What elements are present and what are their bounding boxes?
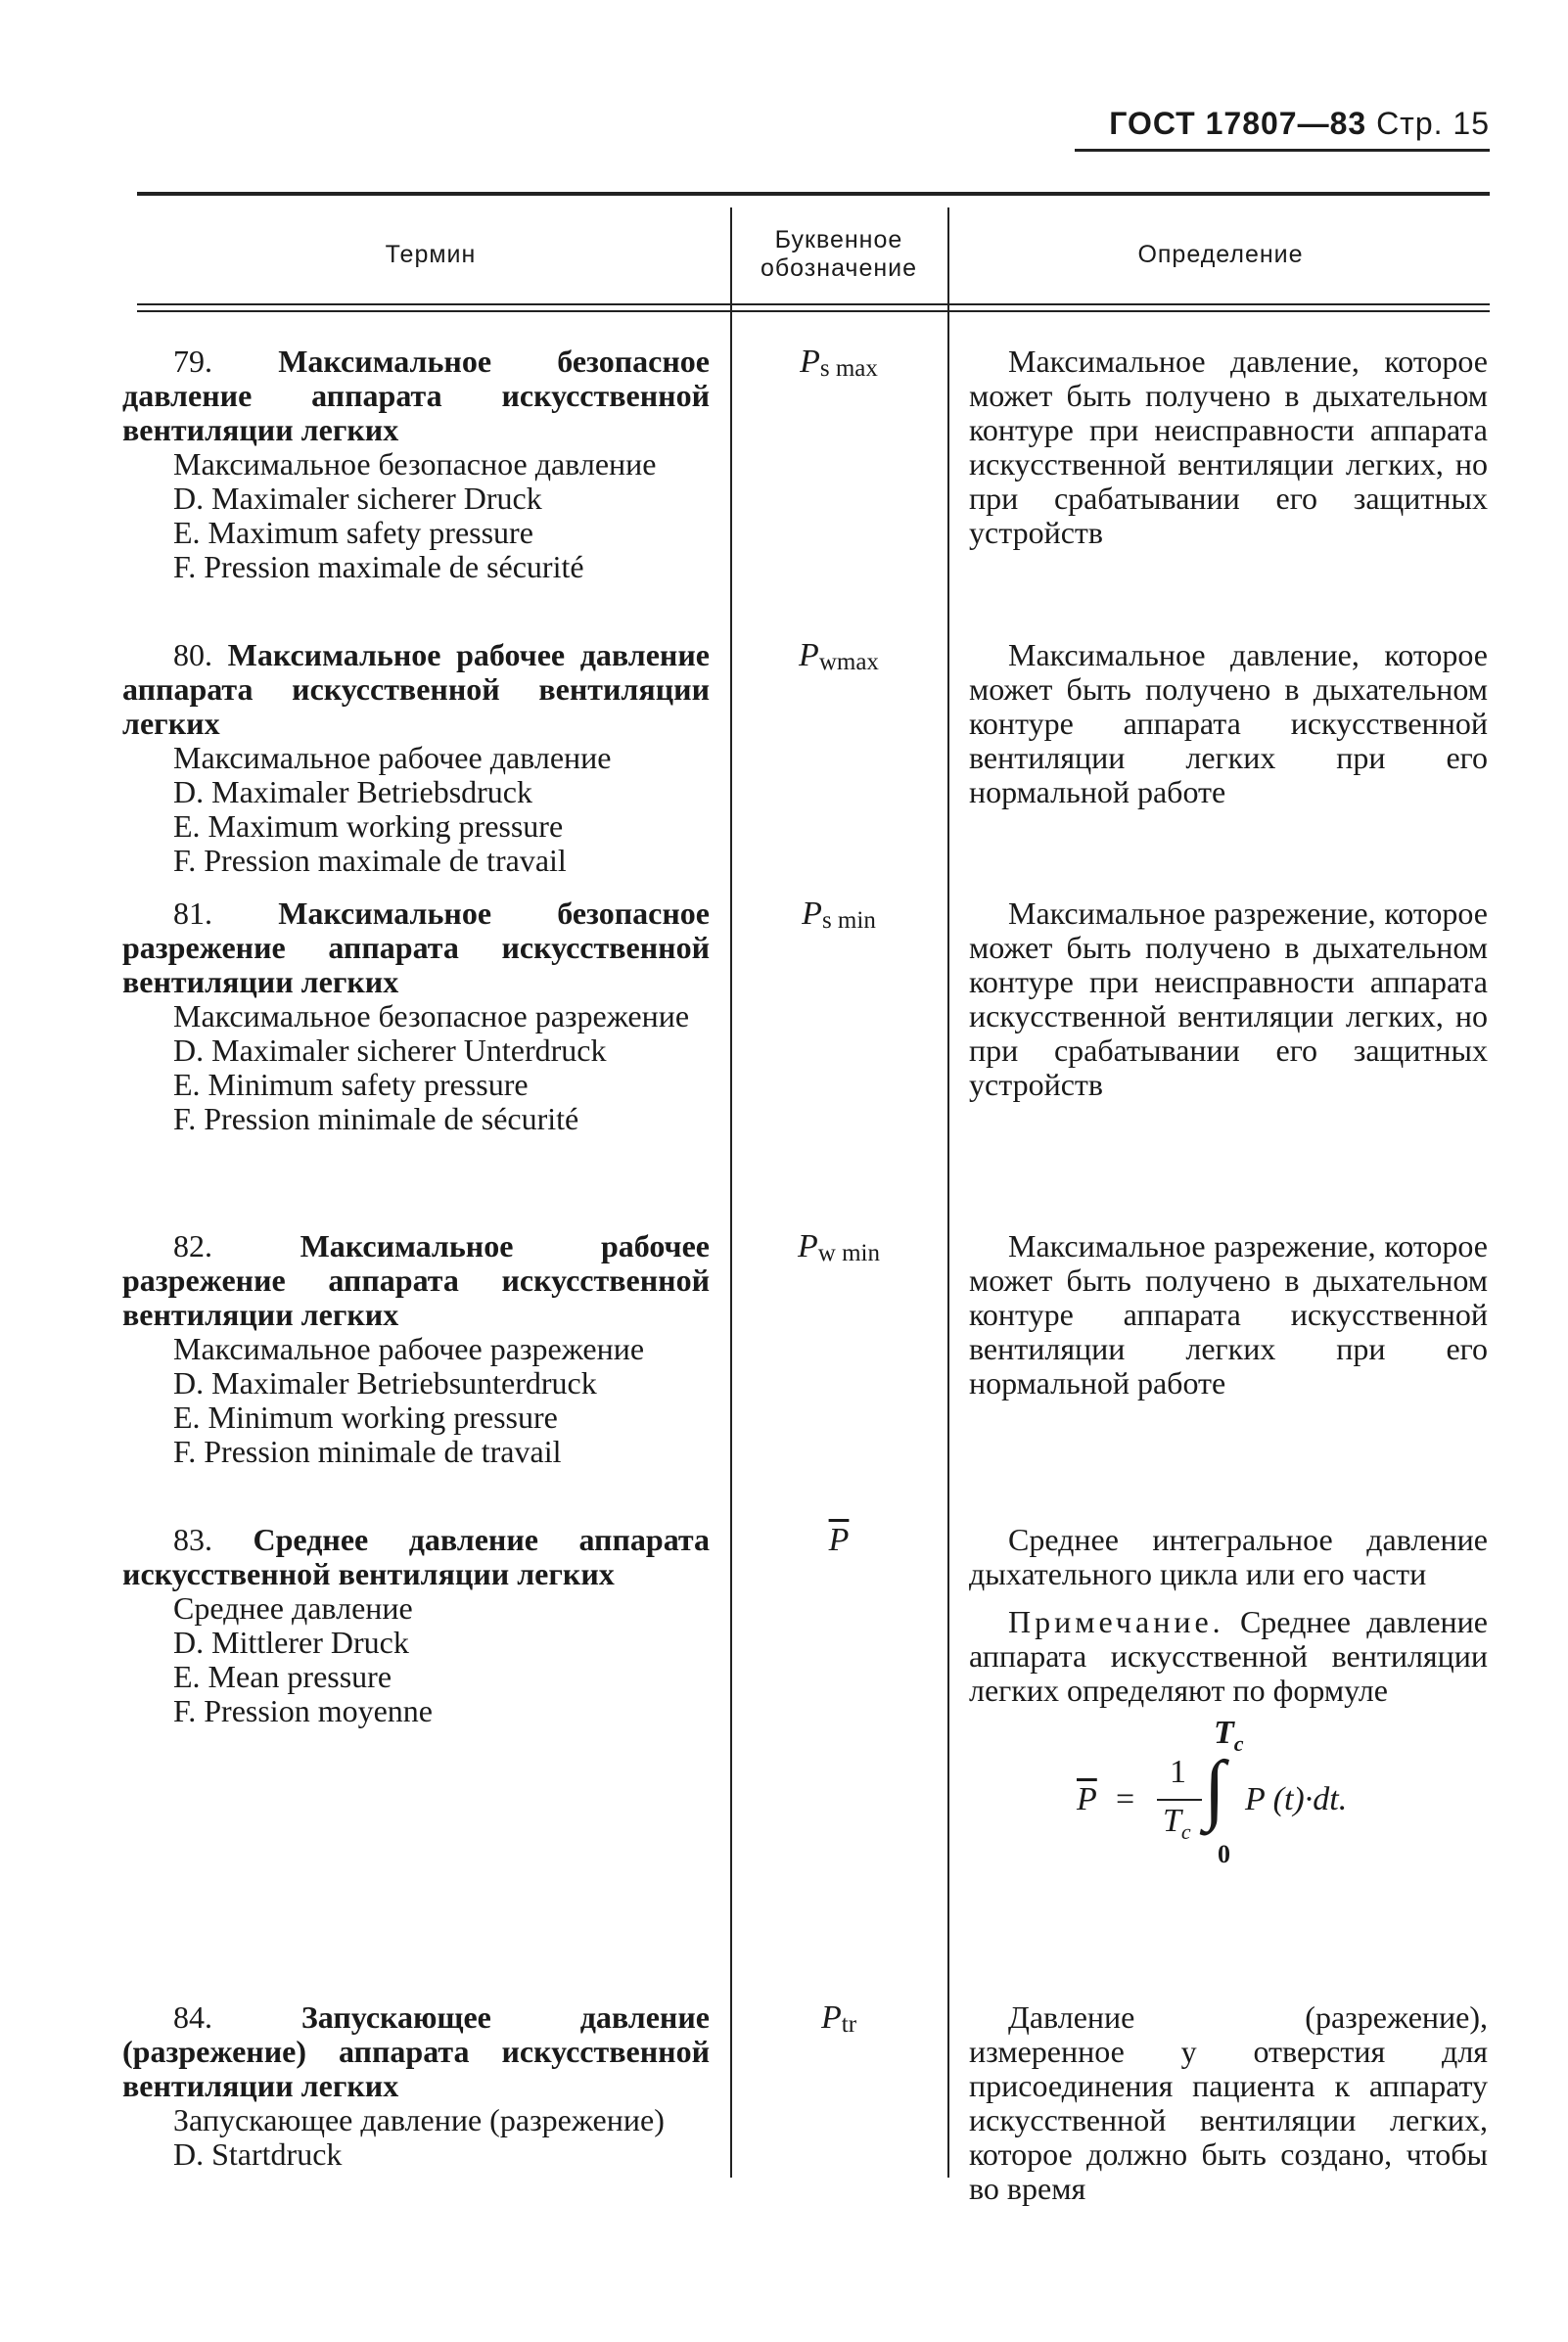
- term-column: [122, 638, 710, 878]
- column-divider: [947, 207, 949, 2178]
- term-column: [122, 896, 710, 1136]
- table-head-rule: [137, 303, 1490, 305]
- formula-numerator: 1: [1170, 1754, 1186, 1790]
- integrand: P (t)·dt.: [1245, 1781, 1348, 1817]
- letter-symbol: $P_{s min}$: [802, 895, 876, 934]
- letter-symbol: $P_{w min}$: [798, 1228, 880, 1266]
- term-french: F. Pression minimale de travail: [173, 1434, 562, 1469]
- letter-symbol: $P_{wmax}$: [799, 637, 879, 675]
- page-number: Стр. 15: [1376, 106, 1490, 141]
- note-text: Среднее давление аппарата искусственной вентиляции легких определяют по формуле: [969, 1604, 1488, 1708]
- mean-pressure-formula: [969, 1715, 1488, 1872]
- integral-upper-limit: $T_c$: [1214, 1715, 1244, 1756]
- column-header-definition: Определение: [1137, 240, 1304, 268]
- column-header-symbol: Буквенное обозначение: [760, 226, 918, 282]
- formula-equals: =: [1116, 1781, 1135, 1817]
- note: [969, 1605, 1488, 1708]
- column-header-term: Термин: [385, 240, 477, 268]
- definition: Максимальное разрежение, которое может быть получено в дыхательном контуре при неисправности аппарата искусственной вентиляции легких, но при срабатывании его защитных устройств: [969, 895, 1488, 1102]
- term-title: 84. Запускающее давление (разрежение) аппарата искусственной вентиляции легких: [122, 1999, 711, 2103]
- term-english: E. Mean pressure: [173, 1659, 392, 1694]
- term-german: D. Maximaler sicherer Unterdruck: [173, 1033, 607, 1068]
- integral-lower-limit: 0: [1218, 1840, 1230, 1868]
- table-head-rule-double: [137, 310, 1490, 312]
- term-french: F. Pression minimale de sécurité: [173, 1101, 579, 1136]
- standard-code: ГОСТ 17807—83: [1109, 106, 1367, 141]
- term-synonym: Максимальное рабочее разрежение: [173, 1331, 645, 1366]
- term-english: E. Maximum safety pressure: [173, 515, 533, 550]
- page-header: [1109, 106, 1490, 142]
- letter-symbol: $P_{tr}$: [820, 1999, 857, 2038]
- term-synonym: Максимальное безопасное давление: [173, 446, 657, 482]
- letter-symbol: $P_{s max}$: [800, 344, 878, 382]
- term-title: 81. Максимальное безопасное разрежение аппарата искусственной вентиляции легких: [122, 895, 710, 999]
- term-synonym: Максимальное рабочее давление: [173, 740, 612, 775]
- term-title: 82. Максимальное рабочее разрежение аппарата искусственной вентиляции легких: [122, 1228, 711, 1332]
- term-english: E. Minimum safety pressure: [173, 1067, 529, 1102]
- term-column: [122, 1523, 710, 1728]
- term-column: [122, 2000, 710, 2172]
- table-top-rule: [137, 192, 1490, 196]
- column-divider: [730, 207, 732, 2178]
- term-synonym: Запускающее давление (разрежение): [173, 2102, 665, 2137]
- definition: Максимальное разрежение, которое может быть получено в дыхательном контуре аппарата искусственной вентиляции легких при его нормальной работе: [969, 1228, 1488, 1401]
- term-german: D. Maximaler Betriebsdruck: [173, 774, 532, 809]
- term-title: 80. Максимальное рабочее давление аппарата искусственной вентиляции легких: [122, 637, 711, 741]
- definition: Максимальное давление, которое может быть получено в дыхательном контуре аппарата искусственной вентиляции легких при его нормальной работе: [969, 637, 1488, 809]
- term-german: D. Maximaler sicherer Druck: [173, 481, 542, 516]
- term-column: [122, 1229, 710, 1469]
- term-english: E. Minimum working pressure: [173, 1400, 558, 1435]
- definition: Максимальное давление, которое может быть получено в дыхательном контуре при неисправности аппарата искусственной вентиляции легких, но при срабатывании его защитных устройств: [969, 344, 1488, 550]
- term-title: 79. Максимальное безопасное давление аппарата искусственной вентиляции легких: [122, 344, 710, 447]
- fraction-bar: [1157, 1799, 1202, 1801]
- term-french: F. Pression maximale de travail: [173, 843, 567, 878]
- term-column: [122, 344, 710, 584]
- term-french: F. Pression moyenne: [173, 1693, 433, 1728]
- note-label: Примечание.: [1008, 1604, 1224, 1639]
- term-english: E. Maximum working pressure: [173, 808, 564, 844]
- term-synonym: Среднее давление: [173, 1590, 413, 1626]
- term-french: F. Pression maximale de sécurité: [173, 549, 584, 584]
- term-german: D. Mittlerer Druck: [173, 1625, 409, 1660]
- definition: Давление (разрежение), измеренное у отверстия для присоединения пациента к аппарату искусственной вентиляции легких, которое должно быть создано, чтобы во время: [969, 1999, 1488, 2206]
- formula-denominator: $T_c$: [1163, 1803, 1191, 1844]
- definition: Среднее интегральное давление дыхательного цикла или его части Примечание. Среднее давление аппарата искусственной вентиляции легких определяют по формуле $\overline{P}$ = 1 $T_c$ ∫ $T_c$ 0 P (t)·dt.: [969, 1523, 1488, 1872]
- letter-symbol: $\overline{P}$: [828, 1522, 850, 1558]
- term-synonym: Максимальное безопасное разрежение: [173, 998, 690, 1033]
- integral-sign: ∫: [1204, 1746, 1225, 1832]
- term-german: D. Startdruck: [173, 2136, 343, 2172]
- formula-lhs: $\overline{P}$: [1077, 1781, 1097, 1817]
- header-rule: [1075, 149, 1490, 152]
- term-german: D. Maximaler Betriebsunterdruck: [173, 1365, 597, 1401]
- term-title: 83. Среднее давление аппарата искусственной вентиляции легких: [122, 1522, 711, 1591]
